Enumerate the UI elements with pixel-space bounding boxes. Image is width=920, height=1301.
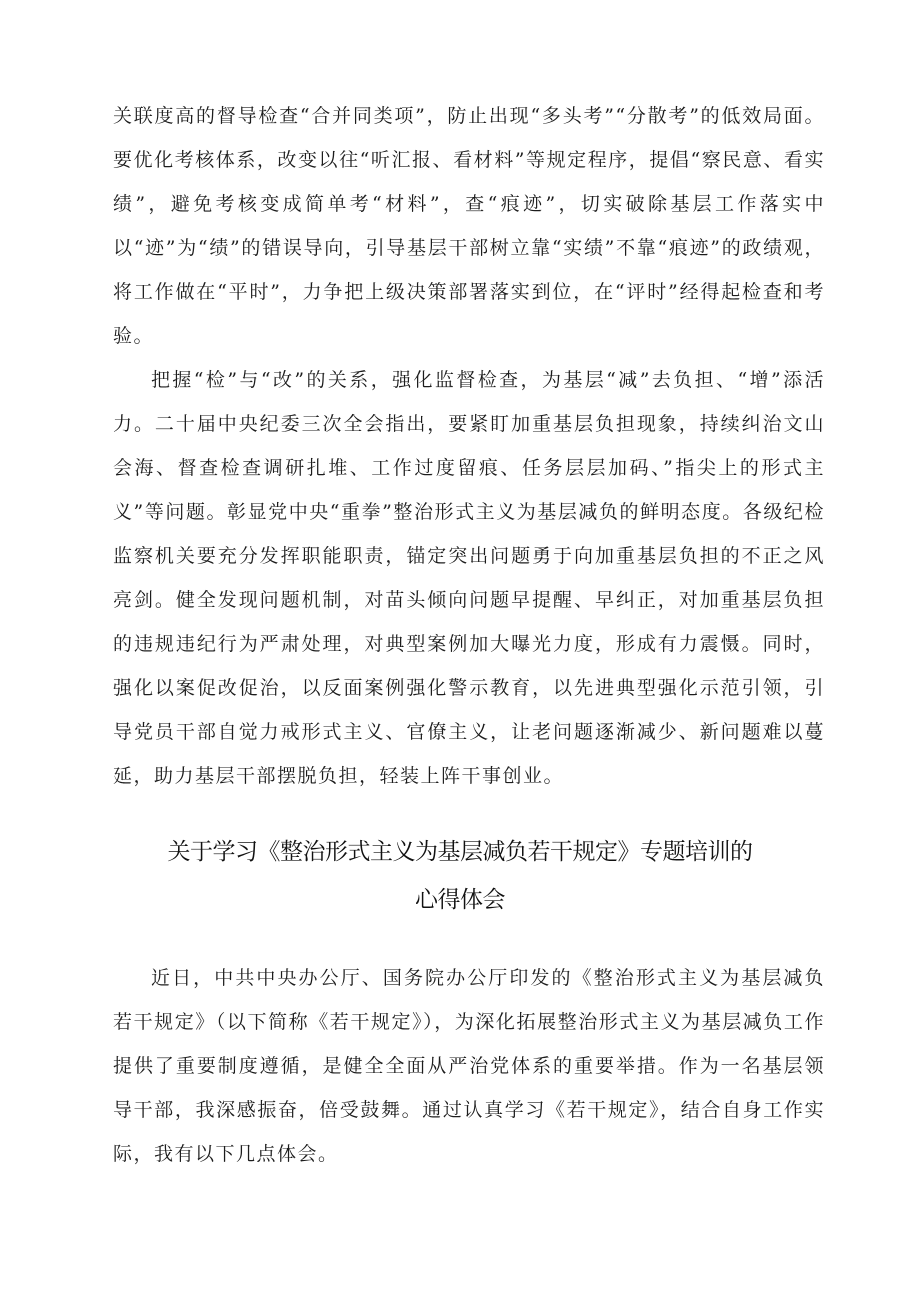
paragraph-inspection-reform: 把握“检”与“改”的关系，强化监督检查，为基层“减”去负担、“增”添活力。二十届中央纪委三次全会指出，要紧盯加重基层负担现象，持续纠治文山会海、督查检查调研扎堆、工作过度留痕、任务层层加码、”指尖上的形式主义”等问题。彰显党中央“重拳”整治形式主义为基层减负的鲜明态度。各级纪检监察机关要充分发挥职能职责，锚定突出问题勇于向加重基层负担的不正之风亮剑。健全发现问题机制，对苗头倾向问题早提醒、早纠正，对加重基层负担的违规违纪行为严肃处理，对典型案例加大曝光力度，形成有力震慑。同时，强化以案促改促治，以反面案例强化警示教育，以先进典型强化示范引领，引导党员干部自觉力戒形式主义、官僚主义，让老问题逐渐减少、新问题难以蔓延，助力基层干部摆脱负担，轻装上阵干事创业。 [113,369,825,787]
continued-section [113,94,825,798]
article-title [100,828,820,924]
paragraph-intro: 近日，中共中央办公厅、国务院办公厅印发的《整治形式主义为基层减负若干规定》（以下简称《若干规定》），为深化拓展整治形式主义为基层减负工作提供了重要制度遵循，是健全全面从严治党体系的重要举措。作为一名基层领导干部，我深感振奋，倍受鼓舞。通过认真学习《若干规定》，结合自身工作实际，我有以下几点体会。 [113,967,825,1165]
article-title-line-2: 心得体会 [415,887,505,913]
article-body [113,956,825,1176]
article-title-line-1: 关于学习《整治形式主义为基层减负若干规定》专题培训的 [167,839,753,865]
paragraph-continued: 关联度高的督导检查“合并同类项”，防止出现“多头考”“分散考”的低效局面。要优化考核体系，改变以往“听汇报、看材料”等规定程序，提倡“察民意、看实绩”，避免考核变成简单考“材料”，查“痕迹”，切实破除基层工作落实中以“迹”为“绩”的错误导向，引导基层干部树立靠“实绩”不靠“痕迹”的政绩观，将工作做在“平时”，力争把上级决策部署落实到位，在“评时”经得起检查和考验。 [113,105,825,347]
